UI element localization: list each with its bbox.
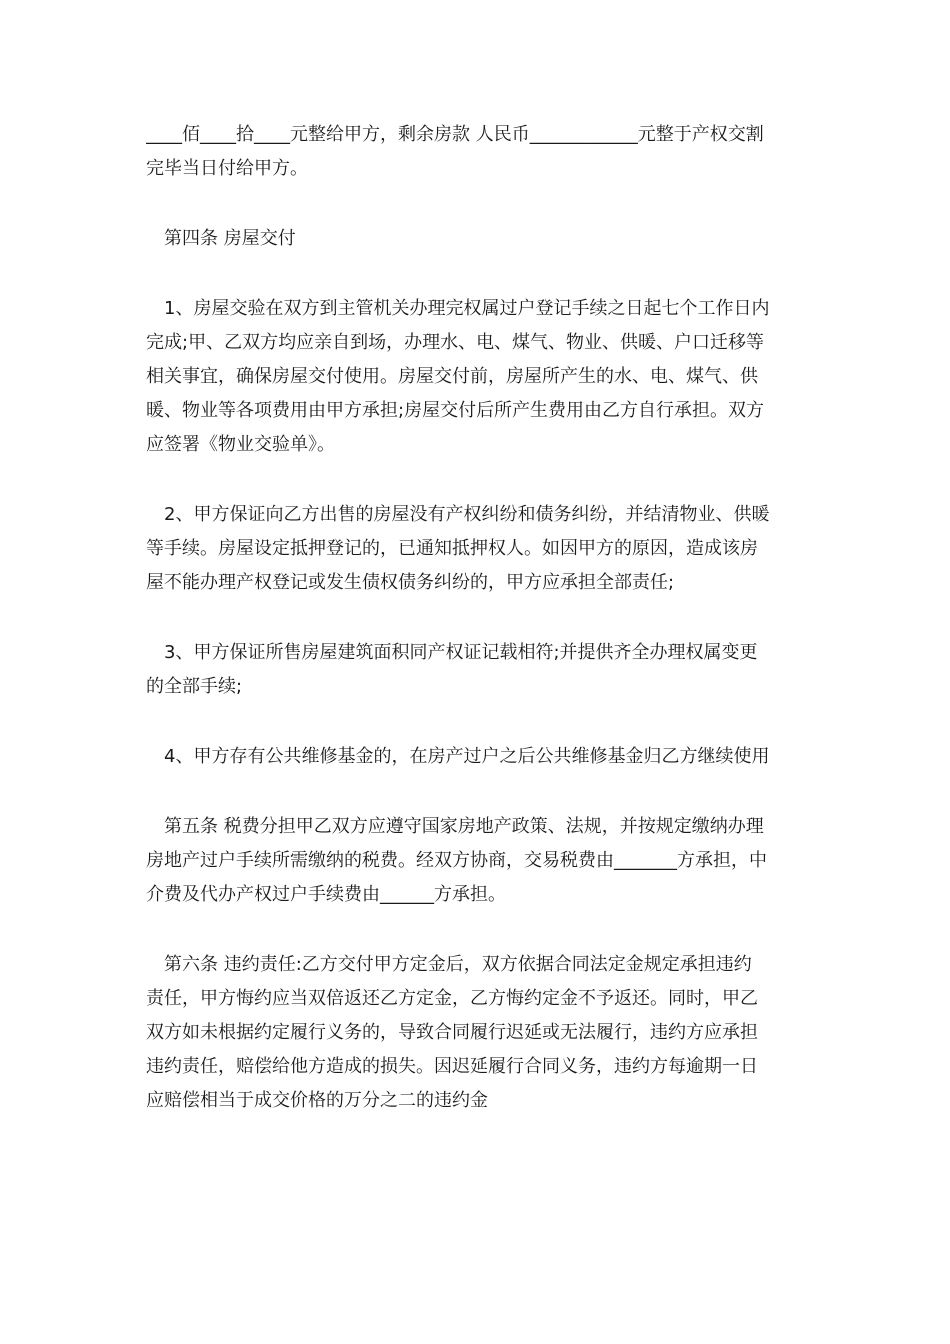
- text-line: 应签署《物业交验单》。: [146, 434, 335, 455]
- text-line: 4、甲方存有公共维修基金的，在房产过户之后公共维修基金归乙方继续使用: [164, 746, 770, 767]
- article-4-item-1: [146, 292, 810, 462]
- text-line: 责任，甲方悔约应当双倍返还乙方定金，乙方悔约定金不予返还。同时，甲乙: [146, 988, 758, 1009]
- section-heading: 第四条 房屋交付: [164, 228, 296, 249]
- text-line: 违约责任，赔偿给他方造成的损失。因迟延履行合同义务，违约方每逾期一日: [146, 1056, 758, 1077]
- article-4-item-2: [146, 498, 810, 600]
- text-line: 完毕当日付给甲方。: [146, 158, 308, 179]
- text-line: 第六条 违约责任:乙方交付甲方定金后，双方依据合同法定金规定承担违约: [164, 954, 752, 975]
- article-5: [146, 810, 810, 912]
- text-line: 等手续。房屋设定抵押登记的，已通知抵押权人。如因甲方的原因，造成该房: [146, 538, 758, 559]
- article-6: [146, 948, 810, 1118]
- text-line: 暖、物业等各项费用由甲方承担;房屋交付后所产生费用由乙方自行承担。双方: [146, 400, 765, 421]
- article-4-item-3: [146, 636, 810, 704]
- text-line: 3、甲方保证所售房屋建筑面积同产权证记载相符;并提供齐全办理权属变更: [164, 642, 758, 663]
- text-line: 房地产过户手续所需缴纳的税费。经双方协商，交易税费由_______方承担，中: [146, 850, 767, 871]
- text-line: 屋不能办理产权登记或发生债权债务纠纷的，甲方应承担全部责任;: [146, 572, 675, 593]
- text-line: 相关事宜，确保房屋交付使用。房屋交付前，房屋所产生的水、电、煤气、供: [146, 366, 758, 387]
- text-line: 介费及代办产权过户手续费由______方承担。: [146, 884, 506, 905]
- text-line: 双方如未根据约定履行义务的，导致合同履行迟延或无法履行，违约方应承担: [146, 1022, 758, 1043]
- text-line: 完成;甲、乙双方均应亲自到场，办理水、电、煤气、物业、供暖、户口迁移等: [146, 332, 765, 353]
- document-body: [146, 118, 810, 1154]
- article-4-heading: [146, 222, 810, 256]
- text-line: ____佰____拾____元整给甲方，剩余房款 人民币____________元整于产权交割: [146, 124, 764, 145]
- text-line: 应赔偿相当于成交价格的万分之二的违约金: [146, 1090, 488, 1111]
- article-4-item-4: [146, 740, 810, 774]
- paragraph-payment-continued: [146, 118, 810, 186]
- text-line: 第五条 税费分担甲乙双方应遵守国家房地产政策、法规，并按规定缴纳办理: [164, 816, 764, 837]
- text-line: 2、甲方保证向乙方出售的房屋没有产权纠纷和债务纠纷，并结清物业、供暖: [164, 504, 770, 525]
- text-line: 1、房屋交验在双方到主管机关办理完权属过户登记手续之日起七个工作日内: [164, 298, 770, 319]
- text-line: 的全部手续;: [146, 676, 243, 697]
